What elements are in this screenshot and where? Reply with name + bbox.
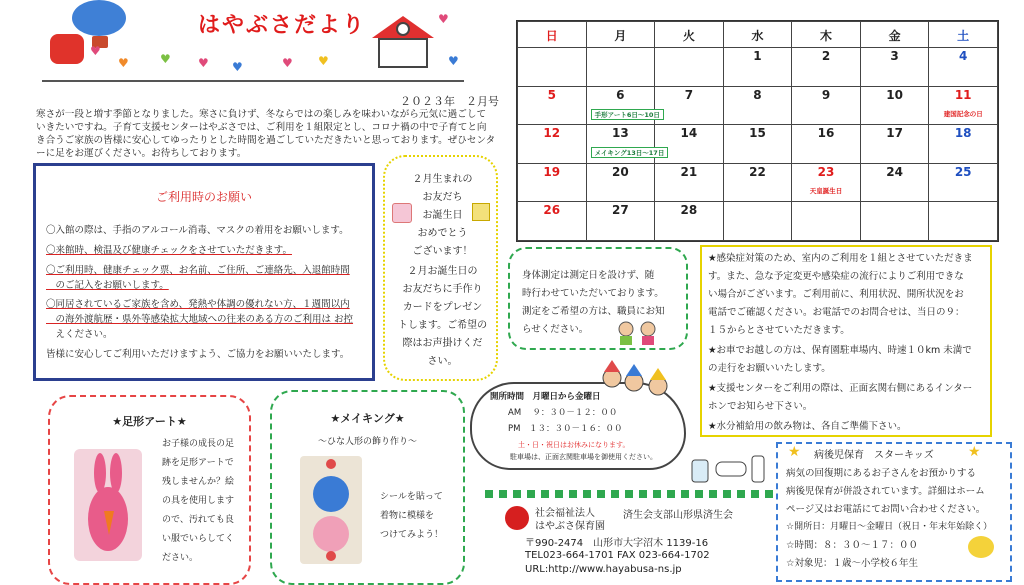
notice-line: 〇ご利用時、健康チェック票、お名前、ご住所、ご連絡先、入退館時間	[46, 265, 350, 276]
weekday-label: 月	[614, 29, 627, 43]
heart-icon: ♥	[318, 54, 329, 68]
org-url: URL:http://www.hayabusa-ns.jp	[525, 564, 682, 575]
hours-title: 開所時間 月曜日から金曜日	[490, 392, 601, 402]
header-divider	[42, 76, 464, 82]
org-phone: TEL023-664-1701 FAX 023-664-1702	[525, 550, 710, 561]
calendar-day-cell	[655, 163, 724, 202]
calendar-day-cell	[586, 163, 655, 202]
heart-icon: ♥	[160, 52, 171, 66]
making-activity-box	[270, 390, 465, 585]
school-building-illustration	[372, 16, 434, 68]
day-number: 20	[611, 164, 629, 179]
note-line: ★支援センターをご利用の際は、正面玄関右側にあるインター	[708, 383, 973, 394]
sick-care-line: ☆対象児：１歳～小学校６年生	[786, 558, 919, 569]
measure-line: 測定をご希望の方は、職員にお知	[522, 306, 665, 317]
calendar-day-cell	[929, 48, 998, 87]
birthday-line: お友だち	[422, 192, 463, 203]
notice-line: えください。	[46, 329, 113, 340]
red-cat-illustration	[50, 34, 84, 64]
day-number: 17	[886, 126, 903, 141]
note-line: ★感染症対策のため、室内のご利用を１組とさせていただきま	[708, 253, 973, 264]
day-number: 11	[954, 87, 972, 102]
sick-care-line: 病気の回復期にあるお子さんをお預かりする	[786, 468, 977, 479]
day-number: 3	[890, 49, 899, 63]
day-number: 5	[547, 87, 556, 102]
calendar-day-cell	[792, 125, 861, 164]
day-number: 22	[749, 164, 766, 179]
weekday-label: 日	[545, 29, 558, 43]
birthday-cake-icon	[392, 203, 412, 223]
org-name-line1: 社会福祉法人	[535, 508, 595, 519]
making-title: ★メイキング★	[330, 412, 405, 425]
day-number: 4	[959, 49, 968, 63]
weekday-label: 金	[888, 29, 901, 43]
heart-icon: ♥	[232, 60, 243, 74]
note-line: ★水分補給用の飲み物は、各自ご準備下さい。	[708, 421, 907, 432]
heart-icon: ♥	[90, 44, 101, 58]
calendar-day-cell	[655, 48, 724, 87]
calendar-day-cell	[860, 48, 929, 87]
calendar-grid	[517, 21, 998, 241]
calendar-day-cell	[518, 86, 587, 125]
birthday-line: カードをプレゼン	[402, 302, 483, 313]
organization-info	[505, 490, 755, 576]
day-number: 18	[954, 126, 972, 141]
sick-care-line: ☆時間：８：３０～１７：００	[786, 540, 919, 551]
notice-line: の海外渡航歴・県外等感染拡大地域への往来のある方のご利用は お控	[46, 314, 354, 325]
footprint-line: ので、汚れても良	[162, 515, 234, 525]
day-number: 8	[753, 87, 762, 102]
hina-doll-craft-image	[300, 456, 362, 564]
hours-parking: 駐車場は、正面玄関駐車場を御使用ください。	[510, 453, 657, 461]
footprint-line: ださい。	[162, 553, 199, 563]
intro-line: 寒さが一段と増す季節となりました。寒さに負けず、冬ならではの楽しみを味わいながら元気に過ごして	[36, 109, 487, 120]
calendar-day-cell	[792, 48, 861, 87]
calendar-day-cell	[792, 163, 861, 202]
birthday-box	[383, 155, 498, 381]
heart-icon: ♥	[282, 56, 293, 70]
note-line: ホンでお知らせ下さい。	[708, 401, 813, 412]
hours-pm: PM １３：３０－１６：００	[508, 424, 623, 434]
hygiene-items-icon	[690, 452, 770, 484]
day-number: 1	[753, 49, 762, 63]
calendar-day-cell	[860, 163, 929, 202]
sick-care-title: 病後児保育 スターキッズ	[814, 450, 934, 461]
calendar-day-cell	[792, 86, 861, 125]
calendar-day-cell	[929, 202, 998, 241]
calendar-day-cell	[586, 202, 655, 241]
notice-title: ご利用時のお願い	[155, 190, 252, 204]
measure-line: 時行わせていただいております。	[522, 288, 664, 299]
calendar-day-cell	[723, 202, 792, 241]
february-calendar	[516, 20, 999, 242]
notice-line: 〇入館の際は、手指のアルコール消毒、マスクの着用をお願いします。	[46, 225, 349, 236]
day-number: 21	[680, 164, 698, 179]
chick-mascot-icon	[968, 536, 994, 558]
day-number: 16	[817, 126, 835, 141]
notice-line: 皆様に安心してご利用いただけますよう、ご協力をお願いいたします。	[46, 349, 350, 360]
calendar-day-cell	[518, 125, 587, 164]
footprint-line: お子様の成長の足	[162, 439, 235, 449]
calendar-weekday-header	[518, 22, 587, 48]
children-measuring-icon	[614, 320, 662, 346]
event-label: 手形アート6日～10日	[591, 109, 664, 120]
note-line: い場合がございます。ご利用前に、利用状況、開所状況をお	[708, 289, 964, 300]
day-number: 10	[886, 87, 903, 102]
sick-care-line: 病後児保育が併設されています。詳細はホーム	[786, 486, 985, 497]
making-line: 着物に模様を	[380, 511, 435, 521]
calendar-day-cell	[518, 202, 587, 241]
hours-am: AM ９：３０－１２：００	[508, 408, 618, 418]
day-number: 7	[684, 87, 694, 102]
intro-line: ーに足をお運びください。お待ちしております。	[36, 148, 247, 159]
calendar-day-cell	[518, 48, 587, 87]
issue-date: ２０２３年 ２月号	[400, 95, 499, 108]
day-number: 28	[680, 203, 698, 218]
note-line: １５からとさせていただきます。	[708, 325, 850, 336]
intro-line: いきたいですね。子育て支援センターはやぶさでは、ご利用を１組限定とし、コロナ禍の中で子育てと向	[36, 122, 487, 133]
sick-care-line: ☆開所日：月曜日～金曜日（祝日・年末年始除く）	[786, 522, 993, 532]
calendar-day-cell	[586, 86, 660, 125]
making-line: シールを貼って	[380, 492, 443, 502]
footprint-line: 残しませんか？絵	[162, 477, 235, 487]
hours-closed: 土・日・祝日はお休みになります。	[518, 441, 630, 449]
making-line: つけてみよう！	[380, 530, 444, 540]
day-number: 6	[616, 87, 625, 102]
holiday-label: 建国記念の日	[943, 109, 983, 118]
footprint-line: 跡を足形アートで	[162, 458, 234, 468]
gift-box-icon	[472, 203, 490, 221]
decorative-dash-bar	[485, 490, 775, 498]
hot-air-balloon-illustration	[72, 0, 126, 36]
birthday-line: ございます！	[412, 246, 473, 257]
notice-line: 〇同居されているご家族を含め、発熱や体調の優れない方、１週間以内	[46, 299, 350, 310]
intro-text	[36, 108, 522, 160]
heart-icon: ♥	[118, 56, 129, 70]
calendar-day-cell	[860, 202, 929, 241]
birthday-line: ２月お誕生日の	[407, 266, 478, 277]
calendar-day-cell	[518, 163, 587, 202]
infection-control-notes	[700, 245, 992, 437]
footprint-art-box	[48, 395, 251, 585]
star-icon: ★	[788, 444, 801, 460]
birthday-line: トします。ご希望の	[397, 320, 488, 331]
intro-line: き合うご家族の皆様に安心してゆったりとした時間を過ごしていただきたいと思っております。ぜひセンタ	[36, 135, 496, 146]
day-number: 19	[543, 164, 561, 179]
day-number: 2	[821, 49, 831, 63]
day-number: 13	[611, 126, 629, 141]
org-name-line2: はやぶさ保育園	[535, 521, 605, 532]
weekday-label: 木	[820, 29, 833, 43]
org-address: 〒990-2474 山形市大字沼木 1139-16	[525, 538, 709, 549]
weekday-label: 水	[751, 29, 764, 43]
weekday-label: 土	[957, 29, 970, 43]
calendar-weekday-header	[655, 22, 724, 48]
note-line: す。また、急な予定変更や感染症の流行によりご利用できな	[708, 271, 964, 282]
day-number: 14	[680, 126, 698, 141]
day-number: 24	[886, 164, 903, 179]
calendar-day-cell	[655, 202, 724, 241]
day-number: 25	[954, 164, 972, 179]
heart-icon: ♥	[448, 54, 459, 68]
day-number: 27	[611, 203, 629, 218]
calendar-day-cell	[723, 125, 792, 164]
footprint-line: い服でいらしてく	[162, 534, 235, 544]
note-line: の走行をお願いいたします。	[708, 363, 831, 374]
calendar-weekday-header	[723, 22, 792, 48]
heart-icon: ♥	[198, 56, 209, 70]
calendar-day-cell	[723, 48, 792, 87]
calendar-day-cell	[929, 125, 998, 164]
calendar-day-cell	[929, 163, 998, 202]
notice-line: 〇来館時、検温及び健康チェックをさせていただきます。	[46, 245, 292, 256]
footprint-rabbit-artwork	[74, 449, 142, 561]
calendar-day-cell	[792, 202, 861, 241]
calendar-day-cell	[723, 163, 792, 202]
org-branch: 済生会支部山形県済生会	[623, 510, 733, 521]
holiday-label: 天皇誕生日	[809, 186, 843, 195]
organization-logo	[505, 506, 529, 530]
birthday-line: ２月生まれの	[412, 174, 473, 185]
birthday-line: さい。	[427, 356, 458, 367]
footprint-art-title: ★足形アート★	[112, 415, 187, 428]
calendar-day-cell	[860, 125, 929, 164]
newsletter-title: はやぶさだより	[198, 13, 367, 38]
calendar-day-cell	[586, 48, 655, 87]
calendar-day-cell	[723, 86, 792, 125]
children-group-illustration	[600, 356, 680, 396]
birthday-line: 際はお声掛けくだ	[402, 338, 483, 349]
note-line: 電話でご確認ください。お電話でのお問合せは、当日の９：	[708, 307, 965, 318]
birthday-line: お誕生日	[422, 210, 463, 221]
footprint-line: の具を使用します	[162, 496, 235, 506]
usage-notice-box	[33, 163, 375, 381]
measure-line: らせください。	[522, 324, 589, 335]
measure-line: 身体測定は測定日を設けず、随	[522, 270, 655, 281]
day-number: 26	[543, 203, 561, 218]
event-label: メイキング13日～17日	[591, 147, 669, 158]
birthday-line: おめでとう	[417, 228, 468, 239]
making-subtitle: ～ひな人形の飾り作り～	[317, 437, 417, 447]
heart-icon: ♥	[438, 12, 449, 26]
calendar-weekday-header	[792, 22, 861, 48]
day-number: 12	[543, 126, 561, 141]
notice-line: のご記入をお願いします。	[46, 280, 169, 291]
star-icon: ★	[968, 444, 981, 460]
weekday-label: 火	[682, 29, 695, 43]
calendar-day-cell	[655, 86, 724, 125]
calendar-weekday-header	[929, 22, 998, 48]
sick-child-care-box	[776, 442, 1012, 582]
note-line: ★お車でお越しの方は、保育園駐車場内、時速１０km 未満で	[708, 345, 972, 356]
day-number: 15	[749, 126, 766, 141]
calendar-weekday-header	[860, 22, 929, 48]
sick-care-line: ページ又はお電話にてお問い合わせください。	[786, 504, 986, 515]
calendar-day-cell	[586, 125, 665, 164]
day-number: 23	[817, 164, 835, 179]
calendar-weekday-header	[586, 22, 655, 48]
day-number: 9	[821, 87, 831, 102]
calendar-day-cell	[860, 86, 929, 125]
birthday-line: お友だちに手作り	[402, 284, 483, 295]
calendar-day-cell	[929, 86, 998, 125]
